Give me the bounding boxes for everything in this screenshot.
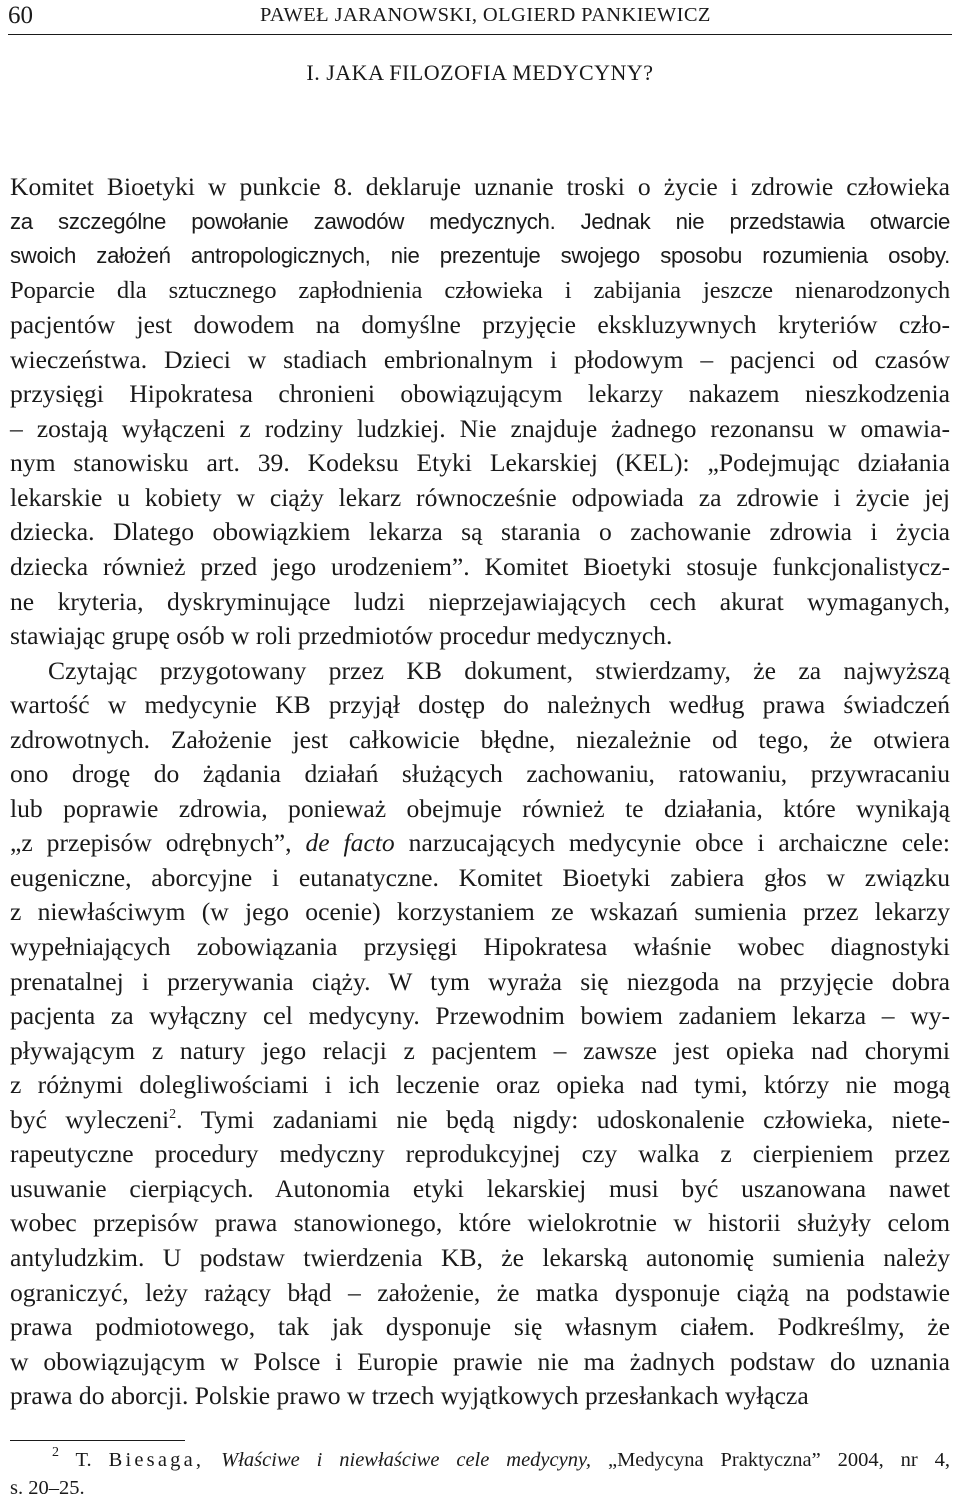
text-segment: narzucających medycynie obce i archaiczne cele: — [394, 828, 951, 858]
footnote — [10, 1446, 950, 1502]
section-title: I. JAKA FILOZOFIA MEDYCYNY? — [306, 60, 654, 85]
footnote-title: Właściwe i niewłaściwe cele medycyny, — [221, 1449, 592, 1471]
text-line: Czytając przygotowany przez KB dokument, stwierdzamy, że za najwyższą — [48, 655, 950, 685]
footnote-rule — [10, 1440, 185, 1441]
page-number: 60 — [8, 2, 33, 29]
footnote-author-surname: Biesaga, — [108, 1449, 205, 1471]
text-line: wartość w medycynie KB przyjął dostęp do należnych według prawa świadczeń — [10, 690, 950, 720]
text-line: wieczeństwa. Dzieci w stadiach embrionalnym i płodowym – pacjenci od czasów — [10, 344, 950, 374]
page-header — [8, 2, 952, 32]
text-line: z różnymi dolegliwościami i ich leczenie oraz opieka nad tymi, którzy nie mogą — [10, 1070, 950, 1100]
footnote-line — [10, 1446, 950, 1474]
text-line: Poparcie dla sztucznego zapłodnienia człowieka i zabijania jeszcze nienarodzonych — [10, 276, 950, 304]
text-line: prawa podmiotowego, tak jak dysponuje się własnym ciałem. Podkreślmy, że — [10, 1312, 950, 1342]
header-rule — [8, 34, 952, 35]
footnote-source: „Medycyna Praktyczna” 2004, nr 4, — [607, 1449, 951, 1471]
text-line: przysięgi Hipokratesa chronieni obowiązującym lekarzy nakazem nieszkodzenia — [10, 379, 950, 409]
text-line: prawa do aborcji. Polskie prawo w trzech wyjątkowych przesłankach wyłącza — [10, 1381, 809, 1411]
text-line: lub poprawie zdrowia, ponieważ obejmuje również te działania, które wynikają — [10, 793, 950, 823]
text-line: usuwanie cierpiących. Autonomia etyki lekarskiej musi być uszanowana nawet — [10, 1173, 950, 1203]
text-line: zdrowotnych. Założenie jest całkowicie błędne, niezależnie od tego, że otwiera — [10, 724, 950, 754]
text-segment: „z przepisów odrębnych”, — [10, 828, 306, 858]
text-line: w obowiązującym w Polsce i Europie prawie nie ma żadnych podstaw do uznania — [10, 1346, 950, 1376]
text-line: antyludzkim. U podstaw twierdzenia KB, że lekarską autonomię sumienia należy — [10, 1242, 950, 1272]
footnote-number: 2 — [52, 1445, 59, 1460]
footnote-marker: 2 — [169, 1106, 177, 1122]
text-line: dziecka również przed jego urodzeniem”. Komitet Bioetyki stosuje funkcjonalistycz- — [10, 552, 950, 582]
text-line: pacjenta za wyłączny cel medycyny. Przewodnim bowiem zadaniem lekarza – wy- — [10, 1001, 950, 1031]
text-line: eugeniczne, aborcyjne i eutanatyczne. Komitet Bioetyki zabiera głos w związku — [10, 862, 950, 892]
text-line: – zostają wyłączeni z rodziny ludzkiej. Nie znajduje żadnego rezonansu w omawia- — [10, 413, 950, 443]
text-line: za szczególne powołanie zawodów medycznych. Jednak nie przedstawia otwarcie — [10, 208, 950, 234]
text-line: ograniczyć, leży rażący błąd – założenie, że matka dysponuje ciążą na podstawie — [10, 1277, 950, 1307]
text-line: stawiając grupę osób w roli przedmiotów procedur medycznych. — [10, 621, 673, 651]
text-line: wobec przepisów prawa stanowionego, które wielokrotnie w historii służyły celom — [10, 1208, 950, 1238]
text-line: prenatalnej i przerywania ciąży. W tym wyraża się niezgoda na przyjęcie dobra — [10, 966, 950, 996]
text-line: dziecka. Dlatego obowiązkiem lekarza są starania o zachowanie zdrowia i życia — [10, 517, 950, 547]
text-line: nym stanowisku art. 39. Kodeksu Etyki Lekarskiej (KEL): „Podejmując działania — [10, 448, 950, 478]
body-text — [10, 170, 950, 1414]
text-line: Komitet Bioetyki w punkcie 8. deklaruje uznanie troski o życie i zdrowie człowieka — [10, 172, 950, 201]
text-line: lekarskie u kobiety w ciąży lekarz równocześnie odpowiada za zdrowie i życie jej — [10, 482, 950, 512]
footnote-pages: s. 20–25. — [10, 1477, 85, 1499]
text-line: pływającym z natury jego relacji z pacjentem – zawsze jest opieka nad chorymi — [10, 1035, 950, 1065]
text-segment: . Tymi zadaniami nie będą nigdy: udoskonalenie człowieka, niete- — [176, 1104, 950, 1134]
text-line: ono drogę do żądania działań służących zachowaniu, ratowaniu, przywracaniu — [10, 759, 950, 789]
text-line: z niewłaściwym (w jego ocenie) korzystaniem ze wskazań sumienia przez lekarzy — [10, 897, 950, 927]
text-line: swoich założeń antropologicznych, nie prezentuje swojego sposobu rozumienia osoby. — [10, 243, 950, 269]
footnote-author-initial: T. — [75, 1449, 92, 1471]
text-line: wypełniających zobowiązania przysięgi Hipokratesa właśnie wobec diagnostyki — [10, 932, 950, 962]
text-line: być wyleczeni$^2$. Tymi zadaniami nie będą nigdy: udoskonalenie człowieka, niete- — [10, 1104, 950, 1134]
text-line: rapeutyczne procedury medyczny reprodukcyjnej czy walka z cierpieniem przez — [10, 1139, 950, 1169]
running-head: PAWEŁ JARANOWSKI, OLGIERD PANKIEWICZ — [260, 4, 711, 26]
text-line: pacjentów jest dowodem na domyślne przyjęcie ekskluzywnych kryteriów czło- — [10, 310, 950, 340]
text-line — [10, 826, 950, 861]
italic-text: de facto — [305, 828, 395, 858]
text-line: ne kryteria, dyskryminujące ludzi nieprzejawiających cech akurat wymaganych, — [10, 586, 950, 616]
